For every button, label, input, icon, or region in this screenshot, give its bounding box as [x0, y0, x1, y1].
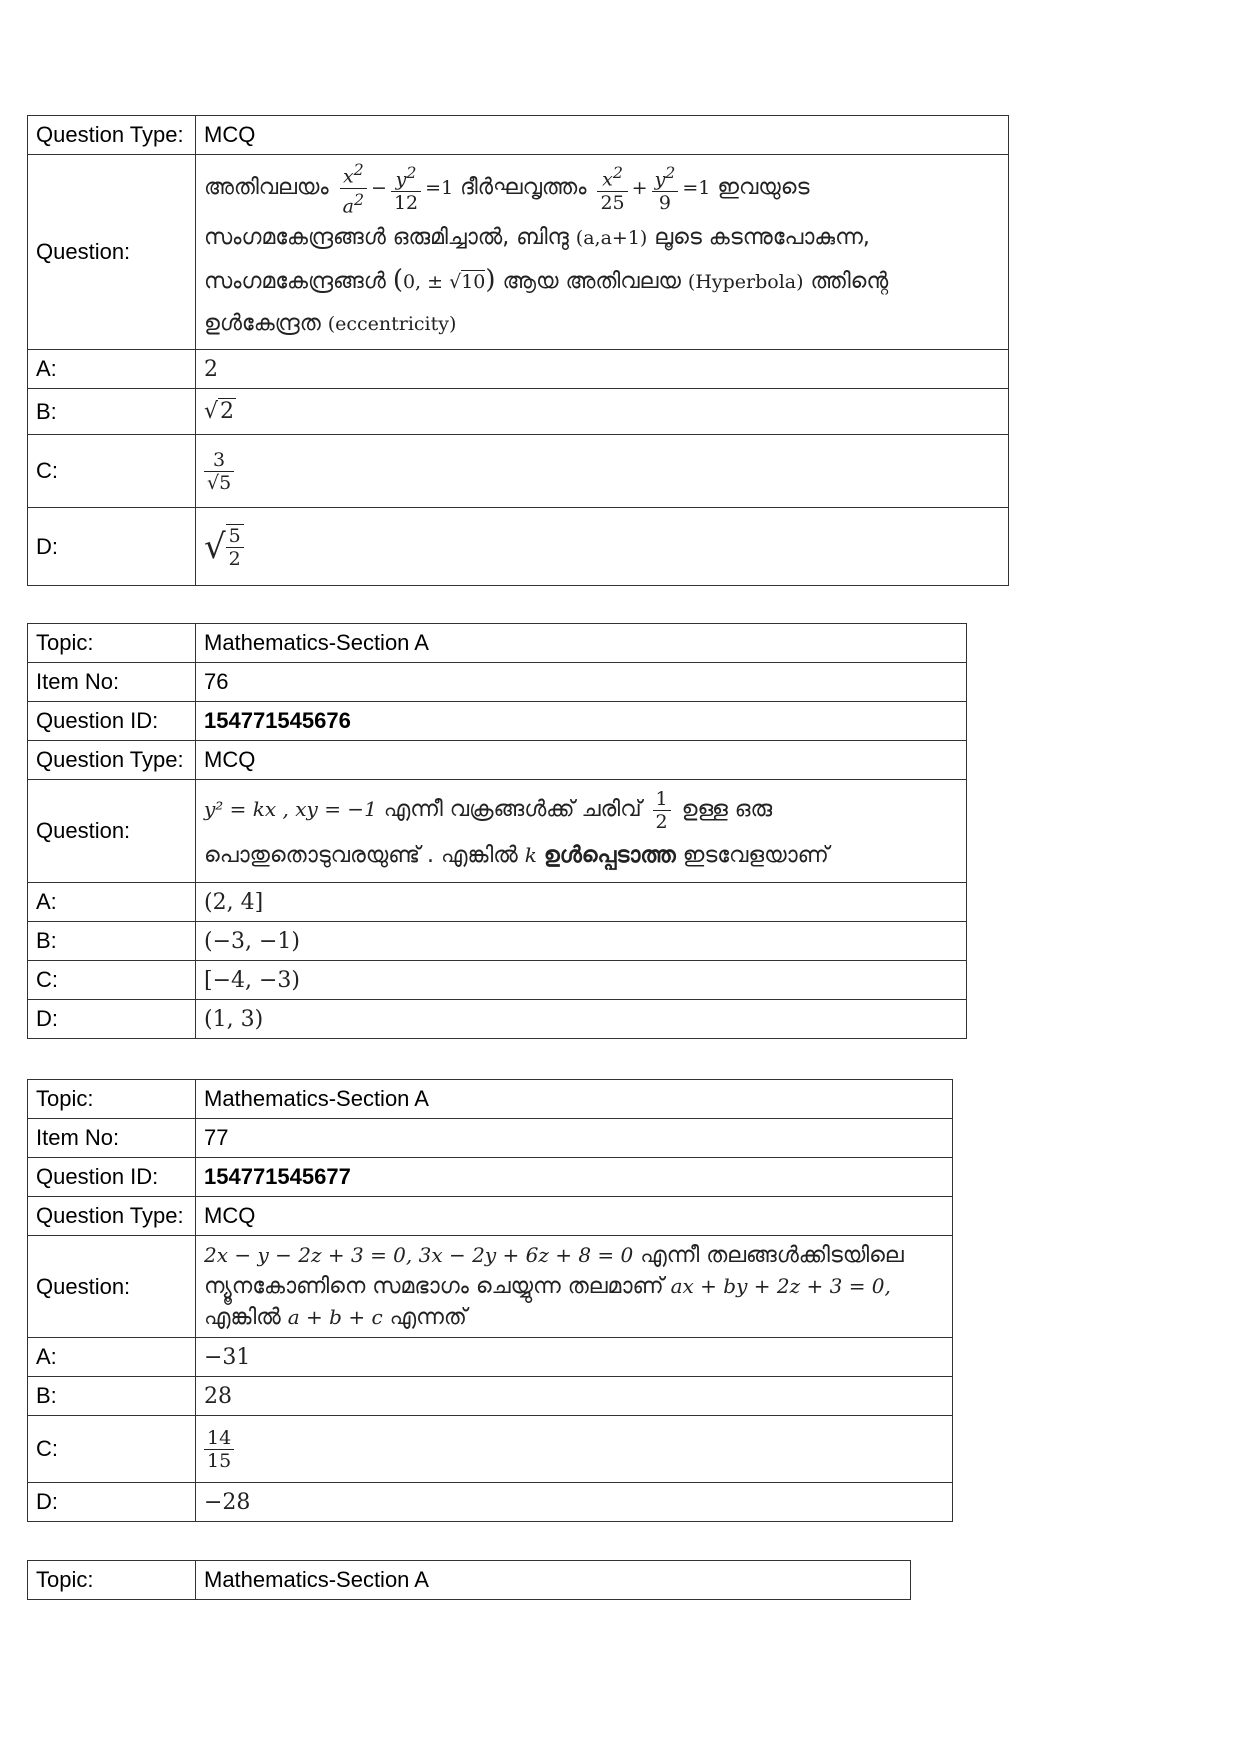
- option-row-a: [28, 350, 1009, 389]
- option-value: (−3, −1): [196, 922, 967, 961]
- option-row-c: [28, 435, 1009, 508]
- item-label: Item No:: [28, 1119, 196, 1158]
- q-line2: സംഗമകേന്ദ്രങ്ങൾ ഒരുമിച്ചാൽ, ബിന്ദു: [204, 224, 569, 250]
- q-text-b: ദീർഘവൃത്തം: [460, 175, 587, 200]
- q-eq: y² = kx , xy = −1: [204, 797, 377, 821]
- frac-x2-25: $\frac{x^2}{25}$: [597, 162, 627, 213]
- type-row: [28, 116, 1009, 155]
- topic-value: Mathematics-Section A: [196, 624, 967, 663]
- option-value: (1, 3): [196, 1000, 967, 1039]
- qid-label: Question ID:: [28, 702, 196, 741]
- option-value-14-over-15: $\frac{14}{15}$: [196, 1416, 953, 1483]
- q-bold: ഉൾപ്പെടാത്ത: [543, 843, 676, 868]
- q-eq2: ax + by + 2z + 3 = 0,: [670, 1274, 891, 1298]
- question-row: [28, 780, 967, 883]
- q-text-a: എന്നീ തലങ്ങൾക്കിടയിലെ: [640, 1243, 904, 1268]
- question-table-2: [27, 623, 967, 1039]
- type-label: Question Type:: [28, 741, 196, 780]
- q-text-c: ഇവയുടെ: [717, 175, 810, 200]
- question-table-4: [27, 1560, 911, 1600]
- q-eq1: 2x − y − 2z + 3 = 0, 3x − 2y + 6z + 8 = 0: [204, 1243, 634, 1267]
- qid-row: [28, 702, 967, 741]
- topic-row: [28, 1080, 953, 1119]
- option-row-b: [28, 1377, 953, 1416]
- topic-label: Topic:: [28, 1561, 196, 1600]
- question-text: അതിവലയം $\frac{x^2}{a^2}$ − $\frac{y^2}{12}$ =1 ദീർഘവൃത്തം $\frac{x^2}{25}$ + $\frac{y^2}{9}$ =1 ഇവയുടെ സംഗമകേന്ദ്രങ്ങൾ ഒരുമിച്ചാൽ, ബിന്ദു (a,a+1) ലൂടെ കടന്നുപോകുന്ന, സംഗമകേന്ദ്രങ്ങൾ (0, ± √10) ആയ അതിവലയ (Hyperbola) ത്തിന്റെ ഉൾകേന്ദ്രത (eccentricity): [196, 155, 1009, 350]
- option-label: D:: [28, 1483, 196, 1522]
- option-label: D:: [28, 1000, 196, 1039]
- item-value: 76: [196, 663, 967, 702]
- topic-label: Topic:: [28, 624, 196, 663]
- topic-value: Mathematics-Section A: [196, 1080, 953, 1119]
- item-row: [28, 663, 967, 702]
- item-row: [28, 1119, 953, 1158]
- option-value: −28: [196, 1483, 953, 1522]
- option-value-sqrt2: √2: [196, 389, 1009, 435]
- option-value: 2: [196, 350, 1009, 389]
- option-label: A:: [28, 350, 196, 389]
- q-line3a: സംഗമകേന്ദ്രങ്ങൾ: [204, 268, 386, 294]
- option-value-sqrt-5-over-2: √ $\frac{5}{2}$: [196, 508, 1009, 586]
- frac-1-2: $\frac{1}{2}$: [653, 788, 671, 833]
- q-line3b: ആയ അതിവലയ: [502, 268, 681, 294]
- option-label: B:: [28, 1377, 196, 1416]
- option-label: D:: [28, 508, 196, 586]
- qid-row: [28, 1158, 953, 1197]
- q-k: k: [524, 843, 537, 867]
- q-text-b: ഉള്ള ഒരു: [681, 797, 773, 822]
- option-label: C:: [28, 1416, 196, 1483]
- topic-row: [28, 624, 967, 663]
- qid-value: 154771545676: [196, 702, 967, 741]
- option-row-d: [28, 1000, 967, 1039]
- type-label: Question Type:: [28, 1197, 196, 1236]
- option-row-c: [28, 961, 967, 1000]
- option-row-b: [28, 389, 1009, 435]
- q-line3a: എങ്കിൽ: [204, 1305, 281, 1330]
- option-label: B:: [28, 922, 196, 961]
- option-row-d: [28, 508, 1009, 586]
- type-value: MCQ: [196, 741, 967, 780]
- frac-y2-12: $\frac{y^2}{12}$: [391, 162, 421, 213]
- option-label: A:: [28, 883, 196, 922]
- topic-value: Mathematics-Section A: [196, 1561, 911, 1600]
- option-value: [−4, −3): [196, 961, 967, 1000]
- frac-x2-a2: $\frac{x^2}{a^2}$: [340, 159, 367, 217]
- qid-label: Question ID:: [28, 1158, 196, 1197]
- option-row-a: [28, 1338, 953, 1377]
- question-text: [196, 780, 967, 883]
- type-value: MCQ: [196, 116, 1009, 155]
- q-line3c: ത്തിന്റെ: [810, 268, 889, 294]
- option-row-b: [28, 922, 967, 961]
- q-eccentricity: (eccentricity): [327, 312, 457, 335]
- question-table-1: [27, 115, 1009, 586]
- question-label: Question:: [28, 1236, 196, 1338]
- qid-value: 154771545677: [196, 1158, 953, 1197]
- foci-expression: (0, ± √10): [392, 264, 496, 295]
- q-line2b: ഇടവേളയാണ്: [682, 843, 829, 868]
- option-value: 28: [196, 1377, 953, 1416]
- q-hyperbola: (Hyperbola): [687, 270, 804, 293]
- option-row-d: [28, 1483, 953, 1522]
- question-label: Question:: [28, 780, 196, 883]
- type-row: [28, 1197, 953, 1236]
- q-line4a: ഉൾകേന്ദ്രത: [204, 310, 321, 336]
- q-text-a: അതിവലയം: [204, 175, 329, 200]
- topic-label: Topic:: [28, 1080, 196, 1119]
- q-line3b: എന്നത്: [389, 1305, 467, 1330]
- option-value: (2, 4]: [196, 883, 967, 922]
- q-text-a: എന്നീ വക്രങ്ങൾക്ക് ചരിവ്: [383, 797, 642, 822]
- option-label: C:: [28, 961, 196, 1000]
- type-row: [28, 741, 967, 780]
- item-label: Item No:: [28, 663, 196, 702]
- question-label: Question:: [28, 155, 196, 350]
- question-row: [28, 1236, 953, 1338]
- topic-row: [28, 1561, 911, 1600]
- q-eq3: a + b + c: [287, 1305, 383, 1329]
- option-label: C:: [28, 435, 196, 508]
- question-row: [28, 155, 1009, 350]
- question-table-3: [27, 1079, 953, 1522]
- item-value: 77: [196, 1119, 953, 1158]
- option-label: B:: [28, 389, 196, 435]
- option-label: A:: [28, 1338, 196, 1377]
- q-line2a: ന്യൂനകോണിനെ സമഭാഗം ചെയ്യുന്ന തലമാണ്: [204, 1274, 664, 1299]
- question-text: [196, 1236, 953, 1338]
- q-line2b: ലൂടെ കടന്നുപോകുന്ന,: [654, 224, 870, 250]
- q-point: (a,a+1): [575, 226, 648, 249]
- option-row-c: [28, 1416, 953, 1483]
- q-line2a: പൊതുതൊടുവരയുണ്ട് . എങ്കിൽ: [204, 843, 518, 868]
- option-value-3-over-sqrt5: $\frac{3}{√5}$: [196, 435, 1009, 508]
- option-row-a: [28, 883, 967, 922]
- type-value: MCQ: [196, 1197, 953, 1236]
- option-value: −31: [196, 1338, 953, 1377]
- frac-y2-9: $\frac{y^2}{9}$: [652, 162, 679, 213]
- type-label: Question Type:: [28, 116, 196, 155]
